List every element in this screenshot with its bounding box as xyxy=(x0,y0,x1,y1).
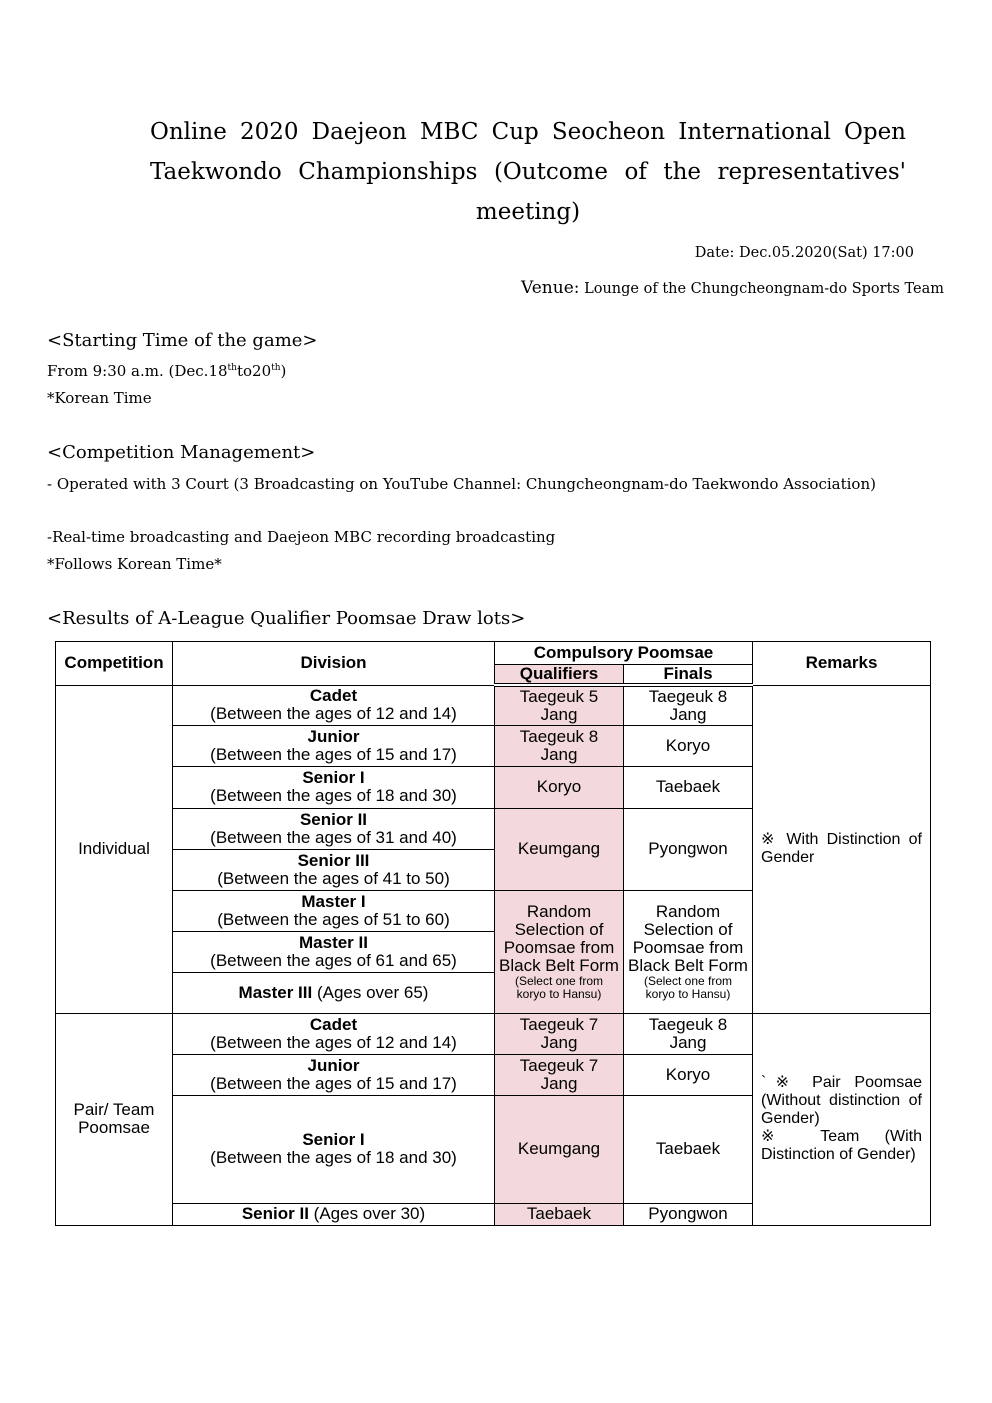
table-row xyxy=(56,685,931,725)
korean-time-note: *Korean Time xyxy=(47,389,152,407)
random-selection-text: Random Selection of Poomsae from Black Belt Form xyxy=(628,901,748,975)
division-ages: (Between the ages of 31 and 40) xyxy=(210,827,457,847)
management-line-3: *Follows Korean Time* xyxy=(47,555,222,573)
qualifier-cell: Taegeuk 7 Jang xyxy=(495,1013,624,1054)
final-cell: Taebaek xyxy=(624,766,753,808)
final-cell: Koryo xyxy=(624,725,753,766)
division-cell xyxy=(173,890,495,931)
select-note: (Select one from koryo to Hansu) xyxy=(643,973,733,1001)
final-cell: Taegeuk 8 Jang xyxy=(624,685,753,725)
division-ages: (Between the ages of 51 to 60) xyxy=(217,909,450,929)
competition-management-heading: <Competition Management> xyxy=(47,442,316,463)
sup-th-2: th xyxy=(271,363,281,373)
division-ages: (Between the ages of 12 and 14) xyxy=(210,1032,457,1052)
division-cell xyxy=(173,849,495,890)
qualifier-cell: Taegeuk 8 Jang xyxy=(495,725,624,766)
division-name: Master III xyxy=(238,982,313,1002)
final-cell xyxy=(624,890,753,1013)
random-selection-text: Random Selection of Poomsae from Black Belt Form xyxy=(499,901,619,975)
division-ages: (Between the ages of 12 and 14) xyxy=(210,704,457,723)
meeting-venue xyxy=(521,278,944,298)
date-value: Dec.05.2020(Sat) 17:00 xyxy=(738,245,914,261)
header-compulsory: Compulsory Poomsae xyxy=(495,642,753,665)
header-division: Division xyxy=(173,642,495,686)
division-name: Cadet xyxy=(309,1014,358,1034)
date-label: Date: xyxy=(694,245,735,261)
select-note: (Select one from koryo to Hansu) xyxy=(514,973,604,1001)
final-cell: Taegeuk 8 Jang xyxy=(624,1013,753,1054)
results-heading: <Results of A-League Qualifier Poomsae Draw lots> xyxy=(47,608,526,629)
management-line-2: -Real-time broadcasting and Daejeon MBC recording broadcasting xyxy=(47,528,556,546)
from-text: From 9:30 a.m. (Dec.18 xyxy=(47,362,228,380)
division-name: Cadet xyxy=(309,686,358,705)
header-remarks: Remarks xyxy=(753,642,931,686)
division-cell xyxy=(173,766,495,808)
division-ages: (Between the ages of 41 to 50) xyxy=(217,868,450,888)
header-qualifiers: Qualifiers xyxy=(495,665,624,686)
division-cell xyxy=(173,685,495,725)
competition-pair-team: Pair/ Team Poomsae xyxy=(56,1013,173,1225)
qualifier-cell: Taebaek xyxy=(495,1203,624,1225)
close-paren: ) xyxy=(280,362,287,380)
header-competition: Competition xyxy=(56,642,173,686)
header-finals: Finals xyxy=(624,665,753,686)
final-cell: Pyongwon xyxy=(624,1203,753,1225)
remarks-pair-team xyxy=(753,1013,931,1225)
qualifier-cell: Taegeuk 7 Jang xyxy=(495,1054,624,1095)
division-name: Master II xyxy=(299,932,368,952)
qualifier-cell: Keumgang xyxy=(495,1095,624,1203)
division-cell xyxy=(173,972,495,1013)
division-ages: (Between the ages of 61 and 65) xyxy=(210,950,457,970)
venue-label: Venue: xyxy=(521,278,580,298)
competition-individual: Individual xyxy=(56,685,173,1013)
remark-pair: `※ Pair Poomsae (Without distinction of Gender) xyxy=(761,1074,922,1127)
qualifier-cell xyxy=(495,890,624,1013)
division-name: Senior II xyxy=(299,809,368,829)
starting-time-heading: <Starting Time of the game> xyxy=(47,330,318,351)
document-title: Online 2020 Daejeon MBC Cup Seocheon International Open Taekwondo Championships (Outcome of the representatives' meeting) xyxy=(150,119,906,225)
starting-time-line xyxy=(47,358,286,384)
division-cell xyxy=(173,1095,495,1203)
division-name: Junior xyxy=(307,1055,360,1075)
division-ages: (Between the ages of 15 and 17) xyxy=(210,744,457,764)
division-cell xyxy=(173,725,495,766)
division-ages: (Between the ages of 18 and 30) xyxy=(210,1148,457,1167)
final-cell: Koryo xyxy=(624,1054,753,1095)
division-name: Senior I xyxy=(302,1130,365,1149)
management-line-1: - Operated with 3 Court (3 Broadcasting on YouTube Channel: Chungcheongnam-do Taekwondo Association) xyxy=(47,475,876,493)
division-name: Master I xyxy=(301,891,366,911)
venue-value: Lounge of the Chungcheongnam-do Sports Team xyxy=(584,281,944,297)
division-name: Senior I xyxy=(302,768,365,787)
remarks-individual: ※ With Distinction of Gender xyxy=(753,685,931,1013)
qualifier-cell: Keumgang xyxy=(495,808,624,890)
division-ages: (Between the ages of 15 and 17) xyxy=(210,1073,457,1093)
division-cell xyxy=(173,1054,495,1095)
division-cell xyxy=(173,1203,495,1225)
sup-th-1: th xyxy=(227,363,237,373)
division-ages: (Ages over 30) xyxy=(313,1204,426,1223)
division-ages: (Between the ages of 18 and 30) xyxy=(210,786,457,805)
final-cell: Pyongwon xyxy=(624,808,753,890)
final-cell: Taebaek xyxy=(624,1095,753,1203)
division-name: Senior III xyxy=(297,850,370,870)
qualifier-cell: Koryo xyxy=(495,766,624,808)
table-row xyxy=(56,1013,931,1054)
to-text: to20 xyxy=(236,362,272,380)
poomsae-draw-table xyxy=(55,641,931,1226)
remark-team: ※ Team (With Distinction of Gender) xyxy=(761,1128,922,1163)
division-ages: (Ages over 65) xyxy=(316,982,429,1002)
division-cell xyxy=(173,808,495,849)
meeting-date xyxy=(695,245,914,261)
division-cell xyxy=(173,1013,495,1054)
division-name: Senior II xyxy=(241,1204,309,1223)
division-name: Junior xyxy=(307,726,360,746)
qualifier-cell: Taegeuk 5 Jang xyxy=(495,685,624,725)
division-cell xyxy=(173,931,495,972)
